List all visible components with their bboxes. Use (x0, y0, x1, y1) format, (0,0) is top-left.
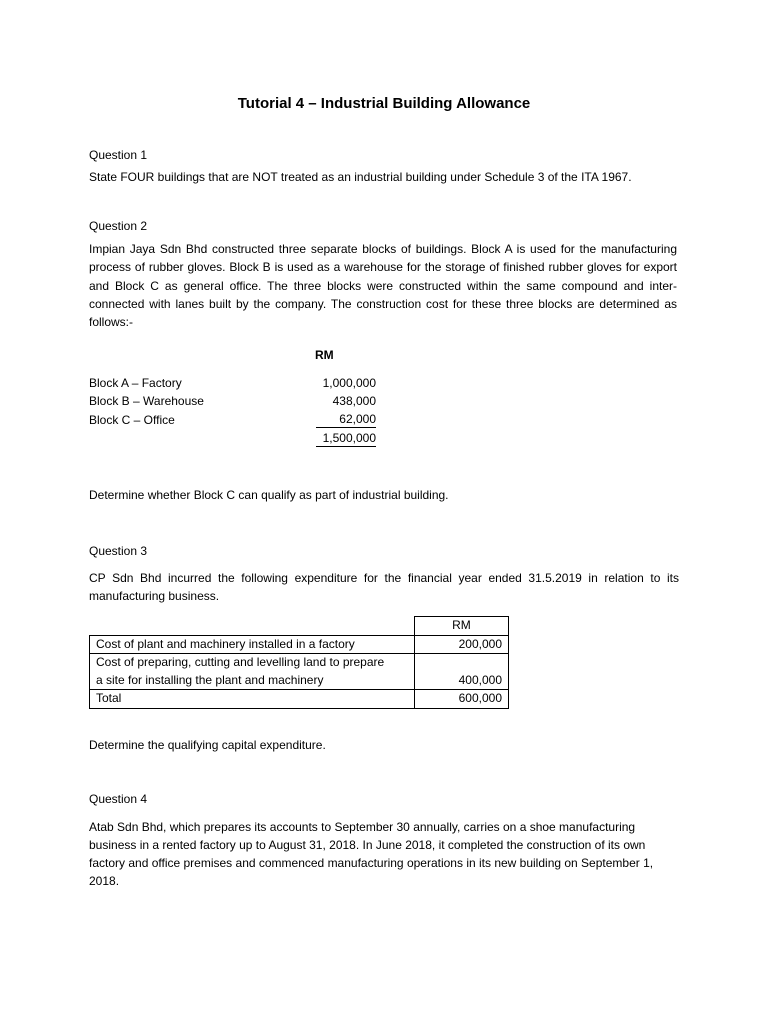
table-row-2-desc (90, 654, 415, 690)
question-3-heading: Question 3 (89, 544, 148, 558)
question-3-paragraph: CP Sdn Bhd incurred the following expenditure for the financial year ended 31.5.2019 in relation to its manufacturing business. (89, 571, 679, 604)
question-1-heading: Question 1 (89, 148, 148, 162)
table-row-2-amount: 400,000 (414, 654, 508, 690)
table-total-row (90, 690, 509, 709)
block-b-amount: 438,000 (332, 394, 376, 408)
table-header-row (90, 617, 509, 636)
table-row-1-amount: 200,000 (414, 635, 508, 654)
question-2-paragraph: Impian Jaya Sdn Bhd constructed three separate blocks of buildings. Block A is used for the manufacturing process of rubber gloves. Block B is used as a warehouse for the storage of finished rubber gloves for export and Block C as general office. The three blocks were constructed within the same compound and inter-connected with lanes built by the company. The construction cost for these three blocks are determined as follows:- (89, 242, 677, 330)
question-4-paragraph: Atab Sdn Bhd, which prepares its accounts to September 30 annually, carries on a shoe manufacturing business in a rented factory up to August 31, 2018. In June 2018, it completed the construction of its own factory and office premises and commenced manufacturing operations in its new building on September 1, 2018. (89, 820, 654, 888)
table-header-currency: RM (414, 617, 508, 636)
block-c-label: Block C – Office (89, 413, 175, 427)
table-row-1-desc: Cost of plant and machinery installed in a factory (90, 635, 415, 654)
table-total-label: Total (90, 690, 415, 709)
table-row (90, 635, 509, 654)
expenditure-table (89, 616, 509, 709)
table-row-2-desc-line-1: Cost of preparing, cutting and levelling land to prepare (96, 655, 385, 669)
block-a-amount: 1,000,000 (322, 376, 376, 390)
question-1-text: State FOUR buildings that are NOT treated as an industrial building under Schedule 3 of the ITA 1967. (89, 170, 632, 184)
question-2-heading: Question 2 (89, 219, 148, 233)
table-row (90, 654, 509, 690)
page-title: Tutorial 4 – Industrial Building Allowance (237, 95, 531, 112)
block-a-label: Block A – Factory (89, 376, 182, 390)
table-total-amount: 600,000 (414, 690, 508, 709)
table-header-blank (90, 617, 415, 636)
question-4-heading: Question 4 (89, 792, 148, 806)
block-cost-currency-header: RM (315, 348, 334, 362)
blocks-total-amount: 1,500,000 (316, 430, 376, 447)
question-3-instruction: Determine the qualifying capital expenditure. (89, 738, 326, 752)
table-row-2-desc-line-2: a site for installing the plant and machinery (96, 672, 324, 687)
question-2-instruction: Determine whether Block C can qualify as part of industrial building. (89, 488, 449, 502)
block-c-amount: 62,000 (316, 411, 376, 428)
block-b-label: Block B – Warehouse (89, 394, 204, 408)
